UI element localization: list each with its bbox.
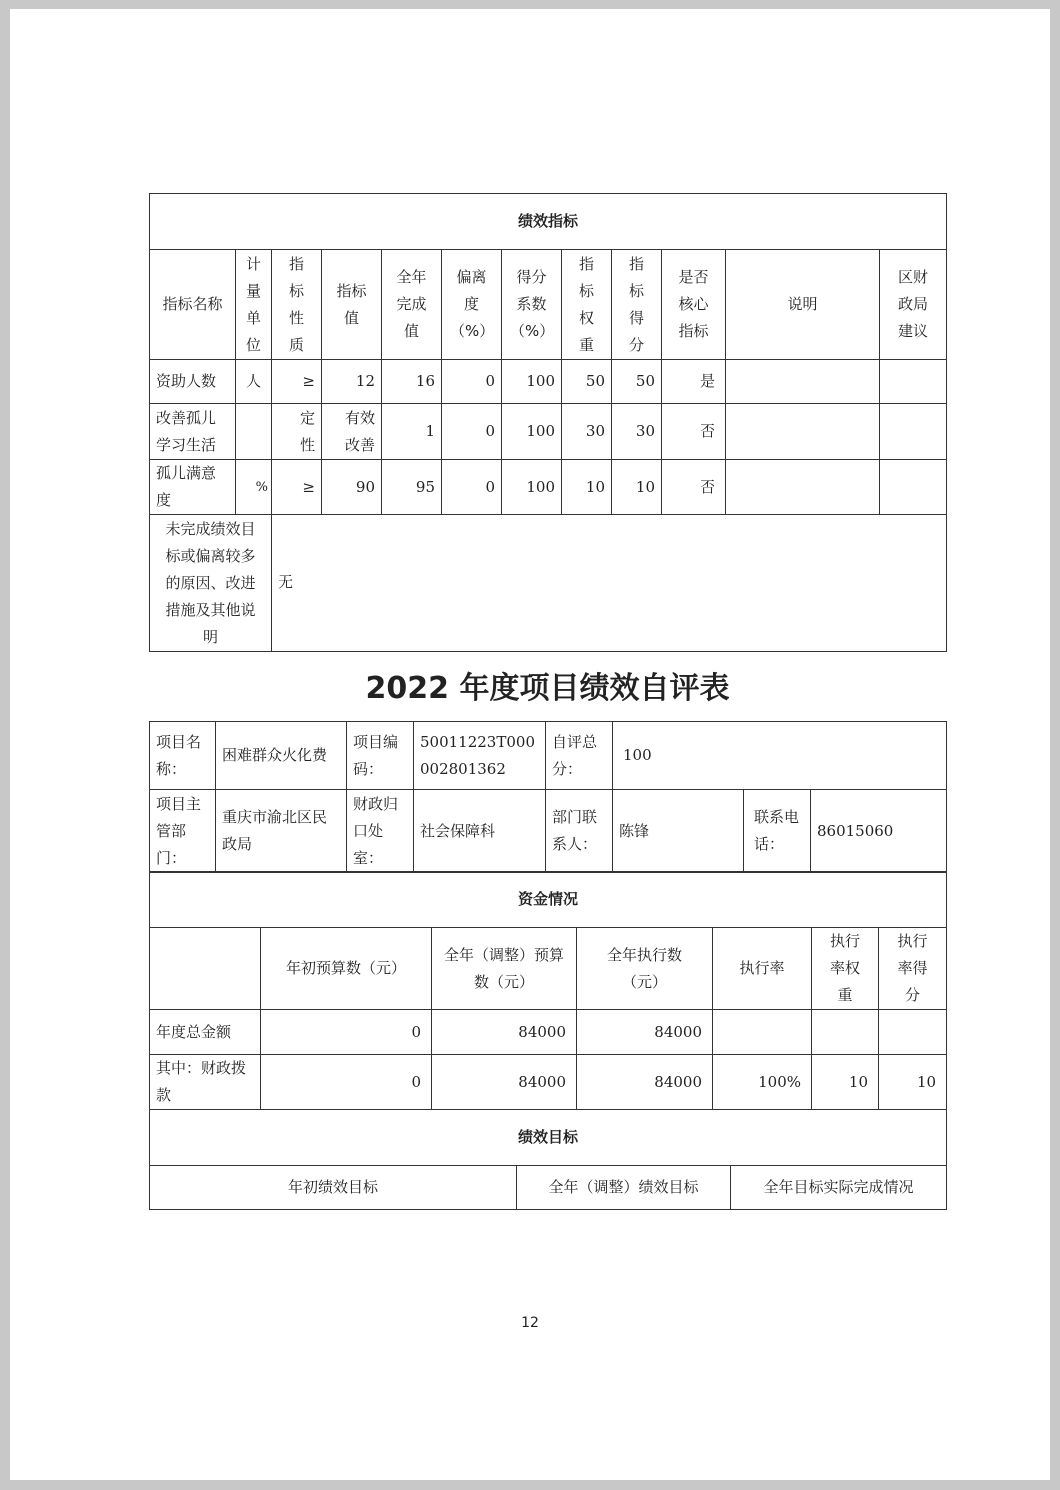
office-label: 财政归口处室： [347, 790, 414, 873]
header-coefficient: 得分系数（%） [502, 250, 562, 360]
header-deviation: 偏离度（%） [442, 250, 502, 360]
cell-rate: 100% [713, 1055, 812, 1110]
project-info-table [149, 721, 947, 873]
table-row [150, 460, 947, 515]
project-name-label: 项目名称： [150, 722, 216, 790]
contact-value: 陈锋 [613, 790, 744, 873]
cell-unit: % [236, 460, 272, 515]
phone-value: 86015060 [811, 790, 947, 873]
cell-value: 12 [322, 360, 382, 404]
cell-nature: 定性 [272, 404, 322, 460]
phone-label: 联系电话： [744, 790, 811, 873]
header-unit: 计量单位 [236, 250, 272, 360]
section-heading-funds: 资金情况 [150, 872, 947, 928]
cell-advice [880, 360, 947, 404]
header-initial-goal: 年初绩效目标 [150, 1166, 517, 1210]
cell-rate-score: 10 [879, 1055, 947, 1110]
cell-deviation: 0 [442, 360, 502, 404]
cell-rate [713, 1010, 812, 1055]
cell-initial: 0 [261, 1055, 432, 1110]
cell-coefficient: 100 [502, 404, 562, 460]
cell-score: 30 [612, 404, 662, 460]
cell-name: 资助人数 [150, 360, 236, 404]
cell-weight: 30 [562, 404, 612, 460]
cell-core: 否 [662, 460, 726, 515]
performance-indicator-table [149, 193, 947, 652]
header-note: 说明 [726, 250, 880, 360]
header-indicator-name: 指标名称 [150, 250, 236, 360]
project-name-value: 困难群众火化费 [216, 722, 347, 790]
section-heading-goals: 绩效目标 [150, 1110, 947, 1166]
document-page [10, 9, 1050, 1480]
header-core: 是否核心指标 [662, 250, 726, 360]
header-actual-completion: 全年目标实际完成情况 [731, 1166, 947, 1210]
header-weight: 指标权重 [562, 250, 612, 360]
header-actual: 全年完成值 [382, 250, 442, 360]
header-rate-weight: 执行率权重 [812, 928, 879, 1010]
cell-rate-weight [812, 1010, 879, 1055]
total-score-label: 自评总分： [546, 722, 613, 790]
dept-label: 项目主管部门： [150, 790, 216, 873]
cell-name: 孤儿满意度 [150, 460, 236, 515]
goals-table [149, 1109, 947, 1210]
table-row [150, 404, 947, 460]
cell-unit [236, 404, 272, 460]
header-initial-budget: 年初预算数（元） [261, 928, 432, 1010]
project-code-label: 项目编码： [347, 722, 414, 790]
cell-value: 有效改善 [322, 404, 382, 460]
cell-note [726, 460, 880, 515]
office-value: 社会保障科 [414, 790, 546, 873]
header-executed: 全年执行数（元） [577, 928, 713, 1010]
section-heading-performance: 绩效指标 [150, 194, 947, 250]
cell-adjusted: 84000 [432, 1010, 577, 1055]
header-advice: 区财政局建议 [880, 250, 947, 360]
header-adjusted-goal: 全年（调整）绩效目标 [517, 1166, 731, 1210]
cell-advice [880, 404, 947, 460]
cell-rate-score [879, 1010, 947, 1055]
cell-unit: 人 [236, 360, 272, 404]
table-row [150, 360, 947, 404]
cell-weight: 50 [562, 360, 612, 404]
cell-core: 是 [662, 360, 726, 404]
project-code-value: 50011223T000002801362 [414, 722, 546, 790]
cell-name: 改善孤儿学习生活 [150, 404, 236, 460]
cell-note [726, 404, 880, 460]
cell-deviation: 0 [442, 404, 502, 460]
cell-actual: 95 [382, 460, 442, 515]
cell-actual: 16 [382, 360, 442, 404]
cell-core: 否 [662, 404, 726, 460]
table-row [150, 1055, 947, 1110]
header-nature: 指标性质 [272, 250, 322, 360]
cell-value: 90 [322, 460, 382, 515]
header-rate-score: 执行率得分 [879, 928, 947, 1010]
header-adjusted-budget: 全年（调整）预算数（元） [432, 928, 577, 1010]
header-blank [150, 928, 261, 1010]
cell-deviation: 0 [442, 460, 502, 515]
header-score: 指标得分 [612, 250, 662, 360]
cell-weight: 10 [562, 460, 612, 515]
page-number: 12 [521, 1315, 539, 1331]
remark-label: 未完成绩效目标或偏离较多的原因、改进措施及其他说明 [150, 515, 272, 652]
cell-nature: ≥ [272, 460, 322, 515]
remark-value: 无 [272, 515, 947, 652]
cell-executed: 84000 [577, 1055, 713, 1110]
cell-score: 10 [612, 460, 662, 515]
cell-score: 50 [612, 360, 662, 404]
cell-initial: 0 [261, 1010, 432, 1055]
cell-note [726, 360, 880, 404]
contact-label: 部门联系人： [546, 790, 613, 873]
cell-label: 年度总金额 [150, 1010, 261, 1055]
cell-label: 其中：财政拨款 [150, 1055, 261, 1110]
cell-adjusted: 84000 [432, 1055, 577, 1110]
header-exec-rate: 执行率 [713, 928, 812, 1010]
header-value: 指标值 [322, 250, 382, 360]
cell-actual: 1 [382, 404, 442, 460]
cell-nature: ≥ [272, 360, 322, 404]
cell-advice [880, 460, 947, 515]
table-row [150, 1010, 947, 1055]
dept-value: 重庆市渝北区民政局 [216, 790, 347, 873]
cell-coefficient: 100 [502, 360, 562, 404]
total-score-value: 100 [613, 722, 947, 790]
cell-executed: 84000 [577, 1010, 713, 1055]
cell-coefficient: 100 [502, 460, 562, 515]
page-title: 2022 年度项目绩效自评表 [365, 671, 730, 706]
cell-rate-weight: 10 [812, 1055, 879, 1110]
funds-table [149, 871, 947, 1110]
